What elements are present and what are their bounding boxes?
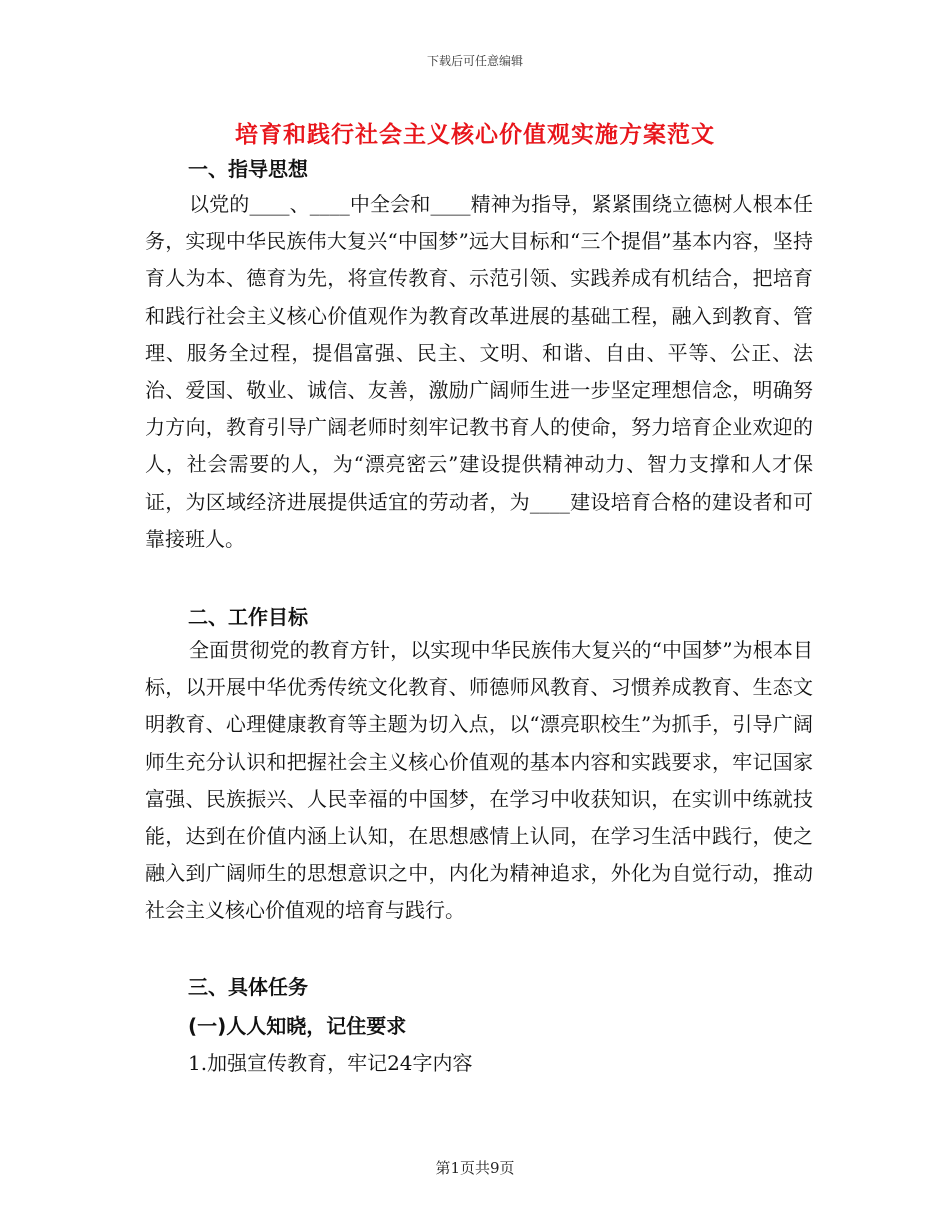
section-heading-work-goals: 二、工作目标 <box>188 605 308 629</box>
paragraph-guiding-ideology: 以党的____、____中全会和____精神为指导，紧紧围绕立德树人根本任务，实现中华民族伟大复兴“中国梦”远大目标和“三个提倡”基本内容，坚持育人为本、德育为先，将宣传教育、示范引领、实践养成有机结合，把培育和践行社会主义核心价值观作为教育改革进展的基础工程，融入到教育、管理、服务全过程，提倡富强、民主、文明、和谐、自由、平等、公正、法治、爱国、敬业、诚信、友善，激励广阔师生进一步坚定理想信念，明确努力方向，教育引导广阔老师时刻牢记教书育人的使命，努力培育企业欢迎的人，社会需要的人，为“漂亮密云”建设提供精神动力、智力支撑和人才保证，为区域经济进展提供适宜的劳动者，为____建设培育合格的建设者和可靠接班人。 <box>145 192 813 551</box>
section-heading-specific-tasks: 三、具体任务 <box>188 975 308 999</box>
document-title: 培育和践行社会主义核心价值观实施方案范文 <box>235 121 715 148</box>
header-note: 下载后可任意编辑 <box>426 54 523 68</box>
page-number: 第1页共9页 <box>435 1159 515 1177</box>
section-heading-guiding-ideology: 一、指导思想 <box>188 157 308 181</box>
list-item: 1.加强宣传教育，牢记24字内容 <box>188 1051 473 1075</box>
subsection-heading: (一)人人知晓，记住要求 <box>188 1014 407 1038</box>
paragraph-work-goals: 全面贯彻党的教育方针，以实现中华民族伟大复兴的“中国梦”为根本目标，以开展中华优秀传统文化教育、师德师风教育、习惯养成教育、生态文明教育、心理健康教育等主题为切入点，以“漂亮职校生”为抓手，引导广阔师生充分认识和把握社会主义核心价值观的基本内容和实践要求，牢记国家富强、民族振兴、人民幸福的中国梦，在学习中收获知识，在实训中练就技能，达到在价值内涵上认知，在思想感情上认同，在学习生活中践行，使之融入到广阔师生的思想意识之中，内化为精神追求，外化为自觉行动，推动社会主义核心价值观的培育与践行。 <box>145 638 813 923</box>
